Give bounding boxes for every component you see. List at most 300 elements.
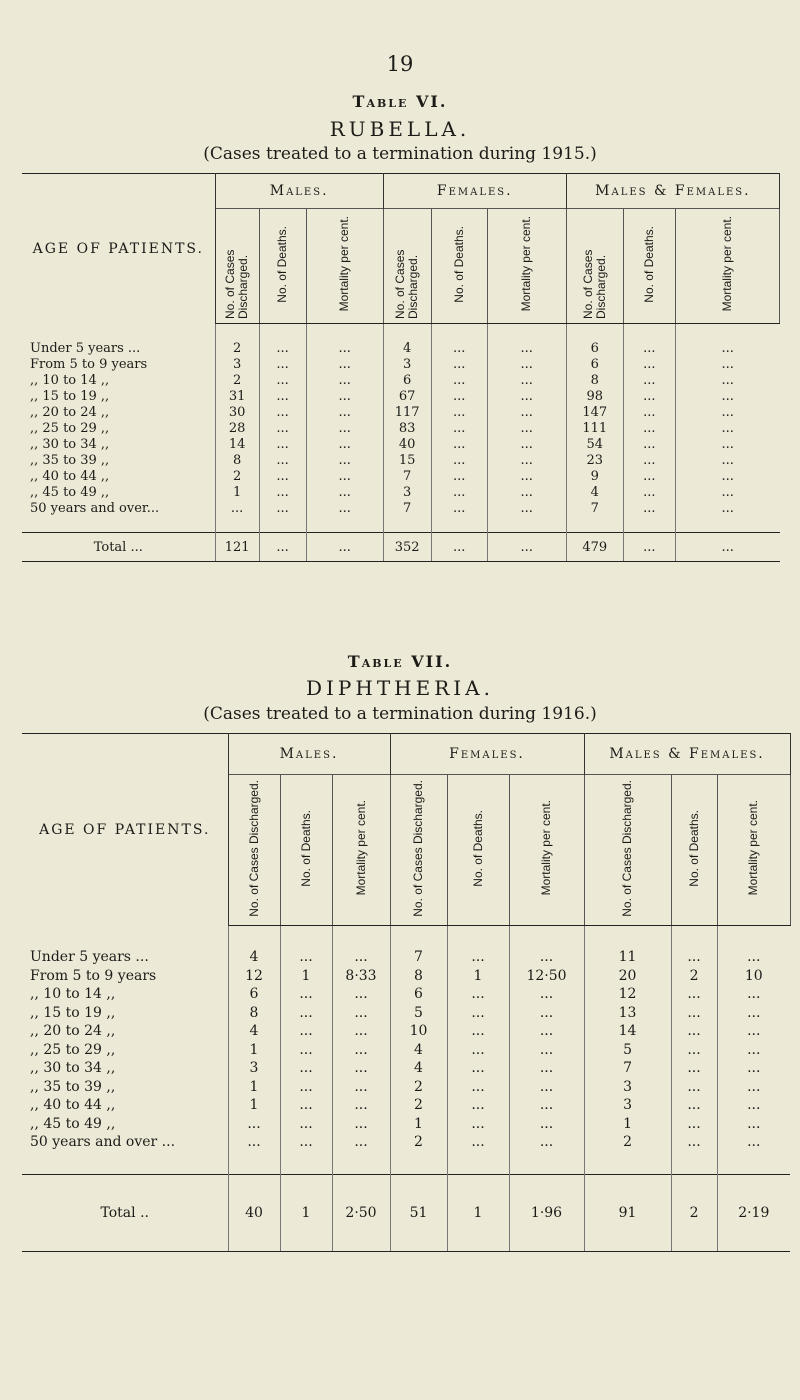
table-cell: 83 (383, 420, 431, 436)
age-group-label: ,, 35 to 39 ,, (22, 1078, 228, 1097)
table-cell: ... (259, 468, 306, 484)
age-group-label: Under 5 years ... (22, 948, 228, 967)
table-cell: 1 (447, 967, 509, 986)
table-cell: ... (623, 484, 675, 500)
table-row (22, 340, 780, 356)
table-cell: 3 (383, 484, 431, 500)
table-cell: ... (332, 1096, 390, 1115)
table-cell: ... (447, 1059, 509, 1078)
table-cell: ... (431, 388, 487, 404)
total-cell: 40 (228, 1174, 280, 1251)
col-header-mortality: Mortality per cent. (306, 209, 383, 324)
total-row (22, 533, 780, 562)
table-cell: ... (431, 340, 487, 356)
table-cell: 8 (566, 372, 623, 388)
total-cell: 1·96 (509, 1174, 584, 1251)
table-cell: ... (671, 1115, 717, 1134)
table-cell: ... (431, 404, 487, 420)
table-cell: ... (721, 388, 734, 404)
table-row (22, 985, 790, 1004)
total-cell: ... (487, 533, 566, 562)
table-cell: ... (487, 436, 566, 452)
table-cell: ... (671, 1078, 717, 1097)
table-cell: ... (332, 1059, 390, 1078)
table-row (22, 468, 780, 484)
table-cell: ... (721, 500, 734, 516)
table-cell: ... (306, 500, 383, 516)
total-cell: ... (675, 533, 779, 562)
total-cell: ... (431, 533, 487, 562)
age-group-label: ,, 30 to 34 ,, (22, 1059, 228, 1078)
table6-caption: (Cases treated to a termination during 1915.) (203, 144, 597, 164)
table-cell: 12·50 (509, 967, 584, 986)
table-row (22, 1004, 790, 1023)
table-cell: ... (509, 1059, 584, 1078)
table-cell: 3 (584, 1096, 671, 1115)
table-cell: ... (431, 500, 487, 516)
table-cell: ... (431, 372, 487, 388)
group-header-males: Males. (215, 174, 383, 209)
table-cell: 3 (383, 356, 431, 372)
col-header-deaths: No. of Deaths. (671, 775, 717, 926)
table-cell: ... (623, 388, 675, 404)
total-cell: ... (623, 533, 675, 562)
table-cell: ... (747, 1078, 761, 1095)
table-cell: ... (747, 986, 761, 1003)
table-cell: 14 (584, 1022, 671, 1041)
col-header-deaths: No. of Deaths. (447, 775, 509, 926)
table-row (22, 948, 790, 967)
table-cell: 6 (390, 985, 447, 1004)
table-cell: ... (509, 1022, 584, 1041)
age-group-label: 50 years and over ... (22, 1133, 228, 1152)
table-cell: ... (721, 436, 734, 452)
table-cell: ... (509, 1115, 584, 1134)
table-cell: ... (671, 1022, 717, 1041)
table-cell: ... (623, 500, 675, 516)
age-header: AGE OF PATIENTS. (22, 734, 228, 926)
table-cell: ... (306, 452, 383, 468)
total-row (22, 1174, 790, 1251)
table-cell: 6 (383, 372, 431, 388)
table-cell: ... (228, 1115, 280, 1134)
table-cell: ... (280, 1115, 332, 1134)
table-cell: ... (259, 452, 306, 468)
table-cell: ... (280, 1096, 332, 1115)
table-row (22, 420, 780, 436)
age-group-label: 50 years and over... (22, 500, 215, 516)
total-cell: 352 (383, 533, 431, 562)
table-cell: 3 (215, 356, 259, 372)
table-cell: ... (747, 1023, 761, 1040)
table-cell: ... (306, 484, 383, 500)
table-cell: 4 (390, 1059, 447, 1078)
col-header-cases: No. of Cases Discharged. (228, 775, 280, 926)
group-header-males-females: Males & Females. (584, 734, 790, 775)
table-cell: ... (259, 372, 306, 388)
table-cell: 7 (383, 468, 431, 484)
table-cell: ... (259, 340, 306, 356)
table-cell: ... (447, 985, 509, 1004)
table-cell: ... (431, 436, 487, 452)
table-cell: 23 (566, 452, 623, 468)
table-cell: 54 (566, 436, 623, 452)
table-cell: ... (623, 372, 675, 388)
table-cell: 2 (390, 1133, 447, 1152)
table-cell: 5 (584, 1041, 671, 1060)
table-cell: 7 (566, 500, 623, 516)
table-row (22, 452, 780, 468)
table-cell: ... (332, 1133, 390, 1152)
table-row (22, 484, 780, 500)
table-cell: ... (447, 948, 509, 967)
total-cell: ... (259, 533, 306, 562)
page-number: 19 (386, 52, 414, 76)
table-cell: 7 (584, 1059, 671, 1078)
table-row (22, 356, 780, 372)
table-cell: 6 (566, 356, 623, 372)
table-cell: ... (306, 404, 383, 420)
table-cell: ... (747, 949, 761, 966)
total-cell: 2·50 (332, 1174, 390, 1251)
table-cell: ... (671, 1004, 717, 1023)
table-cell: 8 (390, 967, 447, 986)
table-cell: ... (306, 420, 383, 436)
table-cell: ... (447, 1115, 509, 1134)
table-cell: 4 (228, 1022, 280, 1041)
table-cell: ... (487, 484, 566, 500)
table-cell: ... (280, 1004, 332, 1023)
table-cell: ... (259, 356, 306, 372)
age-group-label: ,, 15 to 19 ,, (22, 388, 215, 404)
table-cell: ... (431, 420, 487, 436)
table-cell: ... (431, 468, 487, 484)
table-cell: ... (671, 1041, 717, 1060)
table-cell: ... (259, 500, 306, 516)
table-cell: 3 (228, 1059, 280, 1078)
table-row (22, 1115, 790, 1134)
total-label: Total .. (22, 1174, 228, 1251)
table-cell: ... (671, 1133, 717, 1152)
table-cell: 4 (383, 340, 431, 356)
table-cell: 15 (383, 452, 431, 468)
table-cell: ... (509, 1078, 584, 1097)
age-group-label: ,, 45 to 49 ,, (22, 1115, 228, 1134)
col-header-deaths: No. of Deaths. (259, 209, 306, 324)
table-cell: 10 (390, 1022, 447, 1041)
table-cell: ... (306, 436, 383, 452)
table-cell: ... (306, 356, 383, 372)
table-cell: ... (747, 1060, 761, 1077)
table-cell: ... (306, 388, 383, 404)
table-cell: ... (721, 484, 734, 500)
table-row (22, 1133, 790, 1152)
table-cell: ... (228, 1133, 280, 1152)
table-row (22, 1096, 790, 1115)
table6-body (22, 324, 780, 562)
table-cell: ... (623, 340, 675, 356)
table-cell: ... (280, 948, 332, 967)
table-cell: ... (487, 404, 566, 420)
table-cell: 1 (584, 1115, 671, 1134)
table-cell: ... (447, 1022, 509, 1041)
table-row (22, 1022, 790, 1041)
table-cell: ... (671, 1059, 717, 1078)
table-row (22, 372, 780, 388)
table7-body (22, 926, 790, 1252)
table-cell: 2 (215, 340, 259, 356)
table-cell: 8·33 (332, 967, 390, 986)
table-cell: ... (332, 948, 390, 967)
table-cell: ... (332, 1004, 390, 1023)
total-cell: 1 (280, 1174, 332, 1251)
table-cell: 5 (390, 1004, 447, 1023)
table-cell: ... (721, 468, 734, 484)
table-cell: ... (509, 985, 584, 1004)
table-cell: 7 (390, 948, 447, 967)
table-cell: ... (623, 356, 675, 372)
table-cell: ... (721, 420, 734, 436)
table-cell: 1 (228, 1041, 280, 1060)
table-cell: ... (280, 985, 332, 1004)
table-cell: 2 (584, 1133, 671, 1152)
table-cell: 12 (228, 967, 280, 986)
table-cell: 20 (584, 967, 671, 986)
table7-disease: DIPHTHERIA. (306, 676, 494, 700)
col-header-cases: No. of Cases Discharged. (215, 209, 259, 324)
table-cell: ... (487, 452, 566, 468)
age-group-label: ,, 30 to 34 ,, (22, 436, 215, 452)
col-header-cases: No. of Cases Discharged. (566, 209, 623, 324)
total-cell: 91 (584, 1174, 671, 1251)
table-cell: 1 (215, 484, 259, 500)
table-cell: ... (721, 404, 734, 420)
table6-title: Table VI. (352, 92, 448, 111)
table7-caption: (Cases treated to a termination during 1916.) (203, 704, 597, 724)
table-cell: 6 (566, 340, 623, 356)
table-cell: ... (671, 985, 717, 1004)
table-cell: ... (280, 1022, 332, 1041)
table-cell: ... (721, 356, 734, 372)
table-cell: ... (280, 1041, 332, 1060)
table-cell: ... (509, 1041, 584, 1060)
table-cell: 7 (383, 500, 431, 516)
table-cell: ... (487, 356, 566, 372)
table-row (22, 967, 790, 986)
group-header-females: Females. (383, 174, 566, 209)
table-cell: 8 (228, 1004, 280, 1023)
total-cell: 51 (390, 1174, 447, 1251)
table-cell: ... (431, 356, 487, 372)
table-cell: 4 (390, 1041, 447, 1060)
table-cell: 8 (215, 452, 259, 468)
table-cell: 40 (383, 436, 431, 452)
table-cell: 117 (383, 404, 431, 420)
age-group-label: From 5 to 9 years (22, 967, 228, 986)
table-cell: 14 (215, 436, 259, 452)
table-cell: ... (671, 1096, 717, 1115)
table-cell: ... (259, 436, 306, 452)
table-cell: 2 (390, 1078, 447, 1097)
table-cell: 2 (671, 967, 717, 986)
age-group-label: ,, 10 to 14 ,, (22, 372, 215, 388)
table-cell: 9 (566, 468, 623, 484)
table-row (22, 500, 780, 516)
table-cell: ... (747, 1134, 761, 1151)
table-cell: ... (487, 468, 566, 484)
col-header-deaths: No. of Deaths. (623, 209, 675, 324)
table-cell: 1 (228, 1096, 280, 1115)
total-cell: 1 (447, 1174, 509, 1251)
table-cell: 4 (228, 948, 280, 967)
age-group-label: ,, 35 to 39 ,, (22, 452, 215, 468)
table-cell: ... (721, 452, 734, 468)
table-cell: ... (447, 1078, 509, 1097)
col-header-cases: No. of Cases Discharged. (390, 775, 447, 926)
total-cell: 2·19 (717, 1174, 790, 1251)
table6-rubella (22, 173, 780, 562)
table-cell: ... (431, 452, 487, 468)
age-group-label: ,, 25 to 29 ,, (22, 1041, 228, 1060)
table-cell: ... (721, 372, 734, 388)
group-header-females: Females. (390, 734, 584, 775)
table-cell: ... (509, 1004, 584, 1023)
table-cell: ... (332, 1041, 390, 1060)
table-cell: ... (259, 404, 306, 420)
table-cell: 2 (215, 468, 259, 484)
table-cell: 4 (566, 484, 623, 500)
table-row (22, 1041, 790, 1060)
total-cell: ... (306, 533, 383, 562)
col-header-mortality: Mortality per cent. (332, 775, 390, 926)
table-cell: ... (487, 388, 566, 404)
table-cell: ... (509, 1133, 584, 1152)
table-cell: ... (747, 1004, 761, 1021)
group-header-males-females: Males & Females. (566, 174, 779, 209)
table-cell: ... (280, 1059, 332, 1078)
col-header-mortality: Mortality per cent. (717, 775, 790, 926)
age-group-label: ,, 25 to 29 ,, (22, 420, 215, 436)
table-cell: ... (747, 1097, 761, 1114)
table-cell: ... (259, 420, 306, 436)
table-cell: ... (671, 948, 717, 967)
col-header-mortality: Mortality per cent. (487, 209, 566, 324)
table-cell: ... (280, 1078, 332, 1097)
table-cell: ... (487, 420, 566, 436)
table7-title: Table VII. (347, 652, 453, 671)
col-header-deaths: No. of Deaths. (431, 209, 487, 324)
table-cell: ... (332, 1078, 390, 1097)
table-cell: 1 (228, 1078, 280, 1097)
col-header-deaths: No. of Deaths. (280, 775, 332, 926)
total-cell: 121 (215, 533, 259, 562)
table-cell: ... (447, 1133, 509, 1152)
table7-diphtheria (22, 733, 791, 1252)
table-cell: ... (215, 500, 259, 516)
table-cell: 2 (215, 372, 259, 388)
table-cell: 1 (280, 967, 332, 986)
age-group-label: From 5 to 9 years (22, 356, 215, 372)
table-cell: ... (306, 372, 383, 388)
age-group-label: Under 5 years ... (22, 340, 215, 356)
table-cell: ... (623, 404, 675, 420)
table-row (22, 1078, 790, 1097)
age-group-label: ,, 45 to 49 ,, (22, 484, 215, 500)
age-group-label: ,, 40 to 44 ,, (22, 1096, 228, 1115)
table-cell: ... (431, 484, 487, 500)
total-cell: 479 (566, 533, 623, 562)
age-group-label: ,, 15 to 19 ,, (22, 1004, 228, 1023)
col-header-mortality: Mortality per cent. (509, 775, 584, 926)
col-header-mortality: Mortality per cent. (675, 209, 779, 324)
table-cell: ... (306, 468, 383, 484)
table-cell: ... (487, 340, 566, 356)
table-cell: ... (487, 372, 566, 388)
age-group-label: ,, 20 to 24 ,, (22, 1022, 228, 1041)
table-cell: ... (487, 500, 566, 516)
table-cell: 30 (215, 404, 259, 420)
table-cell: ... (623, 468, 675, 484)
table-cell: 6 (228, 985, 280, 1004)
age-group-label: ,, 20 to 24 ,, (22, 404, 215, 420)
table-cell: ... (332, 1022, 390, 1041)
table-cell: ... (623, 452, 675, 468)
table-cell: 31 (215, 388, 259, 404)
table-cell: 3 (584, 1078, 671, 1097)
table-row (22, 1059, 790, 1078)
table-cell: ... (259, 388, 306, 404)
col-header-cases: No. of Cases Discharged. (584, 775, 671, 926)
total-label: Total ... (22, 533, 215, 562)
table-cell: ... (332, 985, 390, 1004)
group-header-males: Males. (228, 734, 390, 775)
table-cell: ... (259, 484, 306, 500)
table-cell: ... (306, 340, 383, 356)
table-cell: 98 (566, 388, 623, 404)
table-cell: ... (447, 1096, 509, 1115)
table-cell: 111 (566, 420, 623, 436)
age-header: AGE OF PATIENTS. (22, 174, 215, 324)
table-cell: ... (332, 1115, 390, 1134)
table-cell: 12 (584, 985, 671, 1004)
table-cell: 2 (390, 1096, 447, 1115)
table6-disease: RUBELLA. (329, 117, 471, 141)
table-cell: 10 (744, 967, 763, 984)
table-cell: 28 (215, 420, 259, 436)
total-cell: 2 (671, 1174, 717, 1251)
age-group-label: ,, 10 to 14 ,, (22, 985, 228, 1004)
table-cell: 1 (390, 1115, 447, 1134)
col-header-cases: No. of Cases Discharged. (383, 209, 431, 324)
table-cell: ... (280, 1133, 332, 1152)
table-cell: 147 (566, 404, 623, 420)
table-cell: ... (747, 1041, 761, 1058)
table-row (22, 436, 780, 452)
table-cell: ... (447, 1041, 509, 1060)
table-cell: 13 (584, 1004, 671, 1023)
table-cell: ... (721, 340, 734, 356)
table-cell: ... (447, 1004, 509, 1023)
table-cell: ... (509, 948, 584, 967)
age-group-label: ,, 40 to 44 ,, (22, 468, 215, 484)
table-cell: 67 (383, 388, 431, 404)
table-cell: ... (623, 420, 675, 436)
table-cell: ... (509, 1096, 584, 1115)
table-row (22, 404, 780, 420)
table-cell: 11 (584, 948, 671, 967)
table-cell: ... (747, 1115, 761, 1132)
table-row (22, 388, 780, 404)
